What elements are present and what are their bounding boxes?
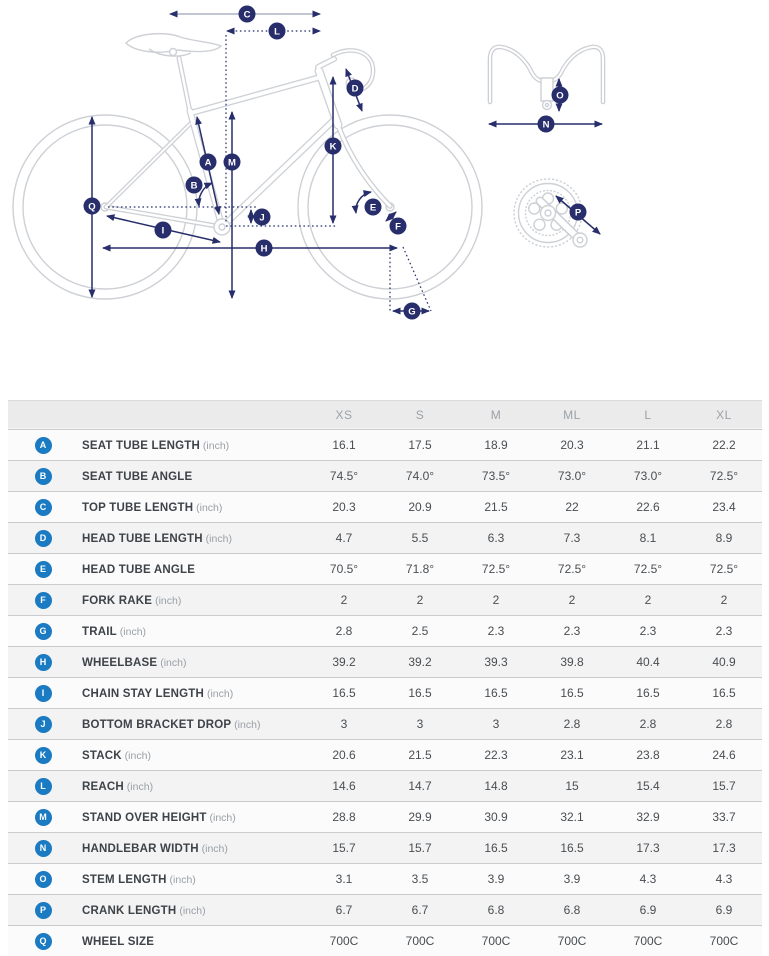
value-cell: 74.0° — [405, 469, 435, 483]
value-cell: 71.8° — [405, 562, 435, 576]
value-cell: 5.5 — [411, 531, 429, 545]
diagram-marker-D — [347, 80, 364, 97]
row-label: STACK (inch) — [82, 750, 151, 762]
value-cell: 17.5 — [408, 438, 432, 452]
row-label: WHEEL SIZE — [82, 936, 155, 948]
table-row-Q — [8, 925, 762, 956]
row-label: HEAD TUBE LENGTH (inch) — [82, 533, 232, 545]
value-cell: 16.1 — [332, 438, 356, 452]
value-cell: 21.1 — [636, 438, 660, 452]
value-cell: 6.7 — [411, 903, 429, 917]
value-cell: 16.5 — [560, 841, 584, 855]
svg-text:F: F — [395, 221, 401, 233]
value-cell: 3.9 — [563, 872, 581, 886]
geometry-diagram — [0, 0, 769, 400]
row-badge-N: N — [35, 840, 52, 857]
svg-text:D: D — [351, 83, 359, 95]
row-label: TRAIL (inch) — [82, 626, 147, 638]
row-label: CRANK LENGTH (inch) — [82, 905, 206, 917]
value-cell: 3 — [340, 717, 348, 731]
stem-clamp — [541, 78, 553, 101]
row-label: HEAD TUBE ANGLE — [82, 564, 196, 576]
badge-cell — [8, 561, 78, 578]
badge-cell — [8, 592, 78, 609]
value-cell: 2.8 — [563, 717, 581, 731]
geometry-table — [8, 400, 762, 956]
value-cell: 3 — [416, 717, 424, 731]
diagram-marker-O — [552, 87, 569, 104]
value-cell: 21.5 — [484, 500, 508, 514]
diagram-marker-F — [390, 218, 407, 235]
svg-text:L: L — [274, 26, 280, 38]
value-cell: 4.3 — [639, 872, 657, 886]
svg-text:J: J — [259, 212, 265, 224]
svg-text:C: C — [243, 9, 251, 21]
value-cell: 73.5° — [481, 469, 511, 483]
badge-cell — [8, 716, 78, 733]
diagram-marker-Q — [84, 198, 101, 215]
value-cell: 72.5° — [481, 562, 511, 576]
value-cell: 4.3 — [715, 872, 733, 886]
size-col-header: XS — [335, 407, 353, 422]
badge-cell — [8, 840, 78, 857]
table-row-N — [8, 832, 762, 863]
value-cell: 20.6 — [332, 748, 356, 762]
value-cell: 16.5 — [712, 686, 736, 700]
value-cell: 700C — [481, 934, 511, 948]
badge-cell — [8, 468, 78, 485]
row-label: TOP TUBE LENGTH (inch) — [82, 502, 223, 514]
table-row-K — [8, 739, 762, 770]
value-cell: 6.9 — [639, 903, 657, 917]
value-cell: 72.5° — [709, 562, 739, 576]
value-cell: 72.5° — [557, 562, 587, 576]
value-cell: 72.5° — [709, 469, 739, 483]
diagram-marker-L — [269, 23, 286, 40]
table-row-H — [8, 646, 762, 677]
badge-cell — [8, 747, 78, 764]
value-cell: 32.9 — [636, 810, 660, 824]
value-cell: 39.2 — [408, 655, 432, 669]
row-label: HANDLEBAR WIDTH (inch) — [82, 843, 228, 855]
size-col-header: M — [490, 407, 502, 422]
value-cell: 23.1 — [560, 748, 584, 762]
value-cell: 6.8 — [487, 903, 505, 917]
table-row-F — [8, 584, 762, 615]
table-row-O — [8, 863, 762, 894]
row-badge-P: P — [35, 902, 52, 919]
value-cell: 16.5 — [484, 841, 508, 855]
value-cell: 2.3 — [563, 624, 581, 638]
value-cell: 700C — [557, 934, 587, 948]
value-cell: 2 — [568, 593, 576, 607]
value-cell: 73.0° — [633, 469, 663, 483]
row-badge-G: G — [35, 623, 52, 640]
row-badge-K: K — [35, 747, 52, 764]
value-cell: 2 — [492, 593, 500, 607]
svg-text:Q: Q — [88, 201, 96, 213]
size-col-header: ML — [563, 407, 581, 422]
row-label: SEAT TUBE ANGLE — [82, 471, 193, 483]
value-cell: 14.6 — [332, 779, 356, 793]
table-row-J — [8, 708, 762, 739]
svg-text:K: K — [329, 141, 337, 153]
saddle — [126, 34, 221, 56]
value-cell: 2 — [340, 593, 348, 607]
value-cell: 21.5 — [408, 748, 432, 762]
svg-text:I: I — [161, 225, 165, 237]
value-cell: 4.7 — [335, 531, 353, 545]
value-cell: 15.7 — [332, 841, 356, 855]
value-cell: 7.3 — [563, 531, 581, 545]
svg-text:B: B — [190, 180, 198, 192]
diagram-marker-P — [570, 204, 587, 221]
row-badge-O: O — [35, 871, 52, 888]
badge-cell — [8, 778, 78, 795]
value-cell: 20.3 — [332, 500, 356, 514]
badge-cell — [8, 530, 78, 547]
value-cell: 2.8 — [715, 717, 733, 731]
table-row-L — [8, 770, 762, 801]
row-label: STEM LENGTH (inch) — [82, 874, 196, 886]
bike-side-view — [13, 34, 482, 299]
row-badge-B: B — [35, 468, 52, 485]
handlebar-front-view — [489, 47, 603, 124]
size-col-header: XL — [716, 407, 732, 422]
diagram-marker-M — [224, 154, 241, 171]
diagram-marker-K — [325, 138, 342, 155]
value-cell: 40.9 — [712, 655, 736, 669]
value-cell: 32.1 — [560, 810, 584, 824]
value-cell: 30.9 — [484, 810, 508, 824]
value-cell: 8.9 — [715, 531, 733, 545]
value-cell: 22.6 — [636, 500, 660, 514]
value-cell: 15.7 — [408, 841, 432, 855]
value-cell: 18.9 — [484, 438, 508, 452]
row-label: WHEELBASE (inch) — [82, 657, 187, 669]
badge-cell — [8, 685, 78, 702]
value-cell: 3.1 — [335, 872, 353, 886]
value-cell: 6.3 — [487, 531, 505, 545]
row-label: STAND OVER HEIGHT (inch) — [82, 812, 236, 824]
value-cell: 14.7 — [408, 779, 432, 793]
value-cell: 2.8 — [639, 717, 657, 731]
row-badge-I: I — [35, 685, 52, 702]
value-cell: 16.5 — [332, 686, 356, 700]
diagram-marker-C — [239, 6, 256, 23]
row-label: BOTTOM BRACKET DROP (inch) — [82, 719, 261, 731]
value-cell: 39.8 — [560, 655, 584, 669]
badge-cell — [8, 933, 78, 950]
value-cell: 15.7 — [712, 779, 736, 793]
value-cell: 15.4 — [636, 779, 660, 793]
value-cell: 73.0° — [557, 469, 587, 483]
diagram-marker-B — [186, 177, 203, 194]
diagram-marker-I — [155, 222, 172, 239]
value-cell: 16.5 — [408, 686, 432, 700]
value-cell: 2.5 — [411, 624, 429, 638]
value-cell: 700C — [709, 934, 739, 948]
row-badge-A: A — [35, 437, 52, 454]
pedal-axle — [573, 233, 587, 247]
row-label: FORK RAKE (inch) — [82, 595, 182, 607]
value-cell: 2.3 — [715, 624, 733, 638]
steering-axis-reference — [403, 247, 431, 311]
value-cell: 2 — [720, 593, 728, 607]
value-cell: 22.2 — [712, 438, 736, 452]
svg-text:M: M — [228, 157, 236, 169]
value-cell: 23.8 — [636, 748, 660, 762]
table-row-D — [8, 522, 762, 553]
size-col-header: S — [415, 407, 425, 422]
value-cell: 6.9 — [715, 903, 733, 917]
badge-cell — [8, 623, 78, 640]
row-badge-C: C — [35, 499, 52, 516]
value-cell: 39.2 — [332, 655, 356, 669]
value-cell: 29.9 — [408, 810, 432, 824]
value-cell: 3.9 — [487, 872, 505, 886]
row-badge-E: E — [35, 561, 52, 578]
table-body — [8, 429, 762, 956]
value-cell: 20.9 — [408, 500, 432, 514]
row-badge-D: D — [35, 530, 52, 547]
value-cell: 6.8 — [563, 903, 581, 917]
badge-cell — [8, 809, 78, 826]
value-cell: 3 — [492, 717, 500, 731]
value-cell: 700C — [633, 934, 663, 948]
value-cell: 2.3 — [639, 624, 657, 638]
value-cell: 16.5 — [560, 686, 584, 700]
bottom-bracket — [214, 219, 230, 235]
value-cell: 70.5° — [329, 562, 359, 576]
crankset-view — [514, 179, 600, 247]
svg-text:G: G — [408, 306, 416, 318]
row-label: CHAIN STAY LENGTH (inch) — [82, 688, 234, 700]
value-cell: 24.6 — [712, 748, 736, 762]
svg-text:O: O — [556, 90, 564, 102]
row-badge-J: J — [35, 716, 52, 733]
diagram-marker-J — [254, 209, 271, 226]
row-label: SEAT TUBE LENGTH (inch) — [82, 440, 230, 452]
value-cell: 6.7 — [335, 903, 353, 917]
value-cell: 22 — [565, 500, 579, 514]
table-row-C — [8, 491, 762, 522]
value-cell: 20.3 — [560, 438, 584, 452]
table-row-M — [8, 801, 762, 832]
size-header-row — [8, 400, 762, 429]
value-cell: 2.8 — [335, 624, 353, 638]
value-cell: 39.3 — [484, 655, 508, 669]
value-cell: 74.5° — [329, 469, 359, 483]
value-cell: 33.7 — [712, 810, 736, 824]
value-cell: 40.4 — [636, 655, 660, 669]
table-row-I — [8, 677, 762, 708]
value-cell: 2 — [644, 593, 652, 607]
size-col-header: L — [644, 407, 652, 422]
value-cell: 2.3 — [487, 624, 505, 638]
value-cell: 16.5 — [636, 686, 660, 700]
row-badge-M: M — [35, 809, 52, 826]
value-cell: 700C — [405, 934, 435, 948]
value-cell: 17.3 — [636, 841, 660, 855]
svg-text:E: E — [369, 202, 377, 214]
value-cell: 15 — [565, 779, 579, 793]
measurement-arrows — [92, 14, 431, 311]
value-cell: 700C — [329, 934, 359, 948]
bike-frame — [106, 50, 390, 227]
value-cell: 2 — [416, 593, 424, 607]
svg-text:P: P — [574, 207, 582, 219]
value-cell: 16.5 — [484, 686, 508, 700]
value-cell: 23.4 — [712, 500, 736, 514]
badge-cell — [8, 871, 78, 888]
svg-text:A: A — [204, 157, 212, 169]
badge-cell — [8, 499, 78, 516]
table-row-P — [8, 894, 762, 925]
badge-cell — [8, 902, 78, 919]
value-cell: 72.5° — [633, 562, 663, 576]
diagram-marker-A — [200, 154, 217, 171]
row-badge-Q: Q — [35, 933, 52, 950]
table-row-E — [8, 553, 762, 584]
svg-text:N: N — [542, 119, 550, 131]
row-badge-F: F — [35, 592, 52, 609]
diagram-marker-E — [365, 199, 382, 216]
value-cell: 14.8 — [484, 779, 508, 793]
row-label: REACH (inch) — [82, 781, 154, 793]
badge-cell — [8, 437, 78, 454]
table-row-G — [8, 615, 762, 646]
diagram-marker-G — [404, 303, 421, 320]
value-cell: 3.5 — [411, 872, 429, 886]
table-row-A — [8, 429, 762, 460]
badge-cell — [8, 654, 78, 671]
row-badge-L: L — [35, 778, 52, 795]
diagram-marker-H — [256, 240, 273, 257]
svg-text:H: H — [260, 243, 268, 255]
value-cell: 17.3 — [712, 841, 736, 855]
table-row-B — [8, 460, 762, 491]
value-cell: 28.8 — [332, 810, 356, 824]
row-badge-H: H — [35, 654, 52, 671]
value-cell: 8.1 — [639, 531, 657, 545]
diagram-marker-N — [538, 116, 555, 133]
value-cell: 22.3 — [484, 748, 508, 762]
